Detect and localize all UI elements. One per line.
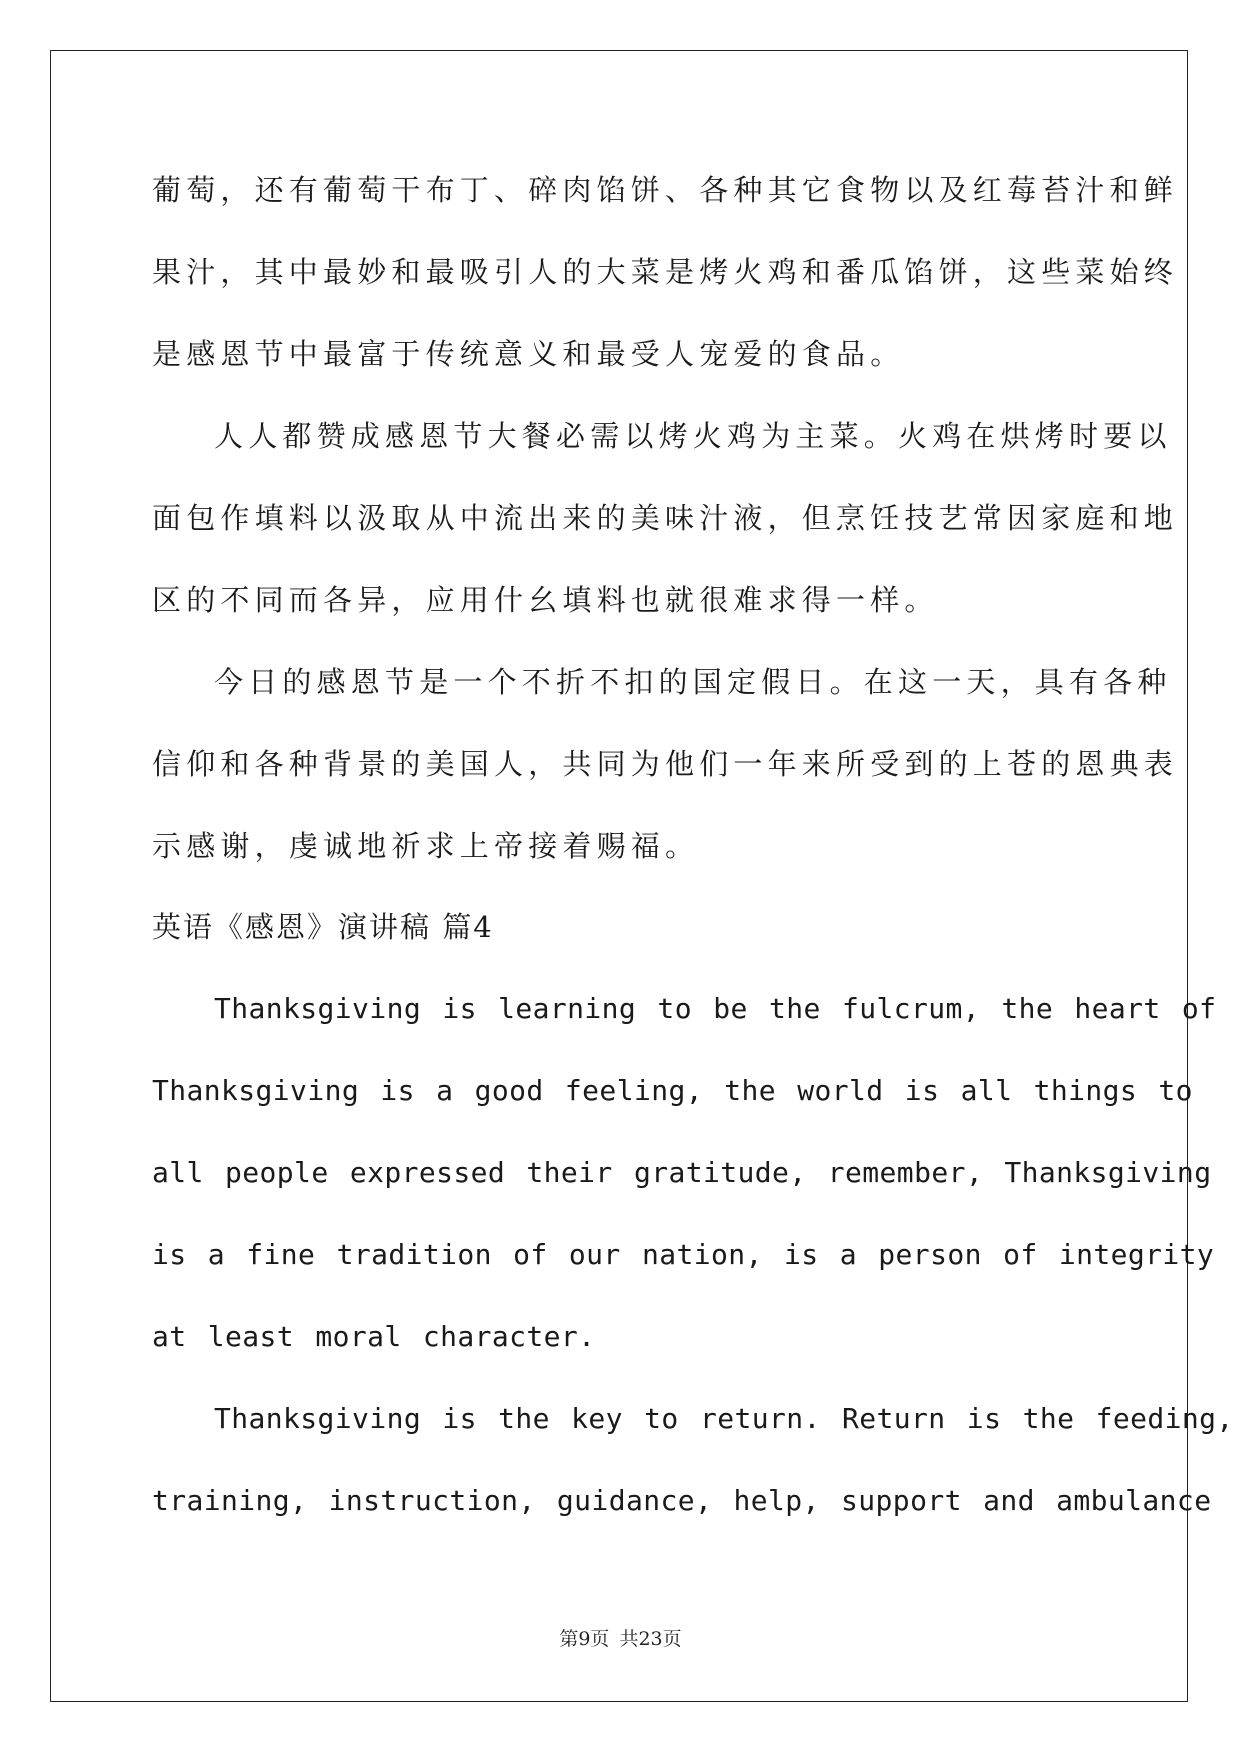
text-line: 是感恩节中最富于传统意义和最受人宠爱的食品。 <box>152 337 905 371</box>
text-line: 面包作填料以汲取从中流出来的美味汁液，但烹饪技艺常因家庭和地 <box>152 501 1179 535</box>
text-line: Thanksgiving is a good feeling, the world is all things to <box>152 1074 1193 1107</box>
page-total: 共23页 <box>619 1628 682 1650</box>
text-line: is a fine tradition of our nation, is a person of integrity <box>152 1238 1215 1271</box>
page-number: 第9页 <box>559 1628 610 1650</box>
text-line: Thanksgiving is learning to be the fulcrum, the heart of <box>214 992 1217 1025</box>
text-line: 葡萄，还有葡萄干布丁、碎肉馅饼、各种其它食物以及红莓苔汁和鲜 <box>152 173 1179 207</box>
text-line: 区的不同而各异，应用什幺填料也就很难求得一样。 <box>152 583 939 617</box>
text-line: 人人都赞成感恩节大餐必需以烤火鸡为主菜。火鸡在烘烤时要以 <box>214 419 1172 453</box>
page-border <box>50 50 1234 1702</box>
text-line: all people expressed their gratitude, remember, Thanksgiving <box>152 1156 1212 1189</box>
text-line: 今日的感恩节是一个不折不扣的国定假日。在这一天，具有各种 <box>214 665 1172 699</box>
text-line: 信仰和各种背景的美国人，共同为他们一年来所受到的上苍的恩典表 <box>152 747 1179 781</box>
text-line: 示感谢，虔诚地祈求上帝接着赐福。 <box>152 829 700 863</box>
section-heading: 英语《感恩》演讲稿 篇4 <box>152 910 494 944</box>
text-line: at least moral character. <box>152 1320 596 1353</box>
text-line: 果汁，其中最妙和最吸引人的大菜是烤火鸡和番瓜馅饼，这些菜始终 <box>152 255 1179 289</box>
text-line: Thanksgiving is the key to return. Return is the feeding, <box>214 1402 1234 1435</box>
page-footer <box>0 1624 1241 1651</box>
text-line: training, instruction, guidance, help, support and ambulance <box>152 1484 1212 1517</box>
